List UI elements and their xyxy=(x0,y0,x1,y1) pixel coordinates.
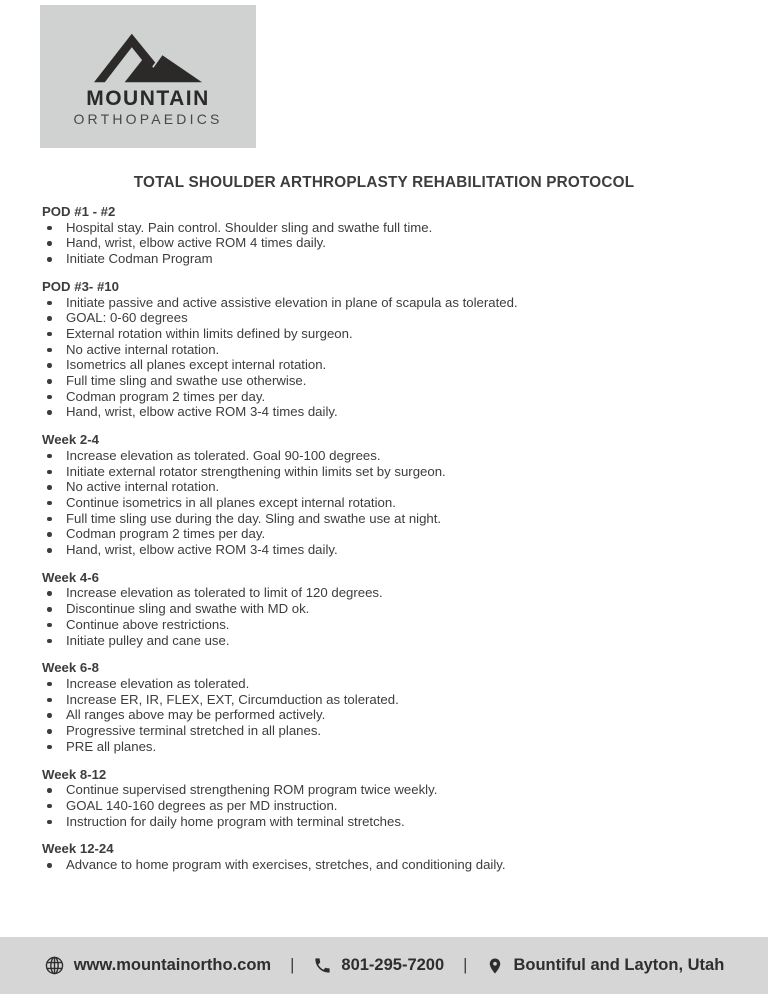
bullet-item: Increase elevation as tolerated. Goal 90-100 degrees. xyxy=(42,448,728,464)
footer-separator: | xyxy=(463,956,468,974)
footer-phone-text: 801-295-7200 xyxy=(341,956,445,974)
bullet-item: Full time sling and swathe use otherwise. xyxy=(42,373,728,389)
bullet-item: Initiate external rotator strengthening within limits set by surgeon. xyxy=(42,464,728,480)
bullet-item: All ranges above may be performed actively. xyxy=(42,707,728,723)
section-heading: Week 12-24 xyxy=(42,841,114,857)
footer-location xyxy=(486,956,724,975)
bullet-item: Increase elevation as tolerated. xyxy=(42,676,728,692)
bullet-item: PRE all planes. xyxy=(42,739,728,755)
bullet-item: Continue above restrictions. xyxy=(42,617,728,633)
bullet-item: Isometrics all planes except internal rotation. xyxy=(42,357,728,373)
phone-icon xyxy=(313,956,332,975)
bullet-list xyxy=(42,857,728,873)
bullet-list xyxy=(42,585,728,648)
section-heading: POD #3- #10 xyxy=(42,278,119,294)
bullet-item: GOAL 140-160 degrees as per MD instruction. xyxy=(42,798,728,814)
bullet-item: Initiate pulley and cane use. xyxy=(42,633,728,649)
bullet-list xyxy=(42,295,728,421)
footer-separator: | xyxy=(290,956,295,974)
bullet-item: Hand, wrist, elbow active ROM 3-4 times daily. xyxy=(42,404,728,420)
bullet-item: GOAL: 0-60 degrees xyxy=(42,310,728,326)
bullet-list xyxy=(42,782,728,829)
protocol-section xyxy=(42,767,728,830)
bullet-item: Increase elevation as tolerated to limit of 120 degrees. xyxy=(42,585,728,601)
bullet-item: No active internal rotation. xyxy=(42,479,728,495)
bullet-item: Codman program 2 times per day. xyxy=(42,526,728,542)
logo-subtitle: ORTHOPAEDICS xyxy=(73,111,223,128)
protocol-section xyxy=(42,570,728,649)
bullet-item: Instruction for daily home program with terminal stretches. xyxy=(42,814,728,830)
logo-name: MOUNTAIN xyxy=(86,87,210,110)
bullet-list xyxy=(42,220,728,267)
footer-website xyxy=(44,955,271,976)
globe-icon xyxy=(44,955,65,976)
protocol-section xyxy=(42,660,728,754)
bullet-item: Continue isometrics in all planes except internal rotation. xyxy=(42,495,728,511)
bullet-list xyxy=(42,448,728,558)
bullet-item: Hand, wrist, elbow active ROM 4 times daily. xyxy=(42,235,728,251)
bullet-item: Progressive terminal stretched in all planes. xyxy=(42,723,728,739)
bullet-item: Full time sling use during the day. Sling and swathe use at night. xyxy=(42,511,728,527)
section-heading: Week 8-12 xyxy=(42,766,107,782)
bullet-item: Hand, wrist, elbow active ROM 3-4 times daily. xyxy=(42,542,728,558)
footer-website-text: www.mountainortho.com xyxy=(73,956,272,974)
bullet-item: External rotation within limits defined by surgeon. xyxy=(42,326,728,342)
protocol-section xyxy=(42,841,728,872)
page-title: TOTAL SHOULDER ARTHROPLASTY REHABILITATION PROTOCOL xyxy=(133,174,635,191)
footer-phone xyxy=(313,956,444,975)
section-heading: POD #1 - #2 xyxy=(42,204,116,219)
protocol-section xyxy=(42,204,728,267)
protocol-section xyxy=(42,279,728,420)
section-heading: Week 4-6 xyxy=(42,569,99,585)
footer xyxy=(0,937,768,994)
protocol-section xyxy=(42,432,728,558)
location-pin-icon xyxy=(486,957,504,975)
bullet-item: Discontinue sling and swathe with MD ok. xyxy=(42,601,728,617)
mountain-icon xyxy=(94,31,202,85)
bullet-item: Initiate Codman Program xyxy=(42,251,728,267)
bullet-item: Advance to home program with exercises, stretches, and conditioning daily. xyxy=(42,857,728,873)
protocol-content xyxy=(42,204,728,885)
bullet-item: No active internal rotation. xyxy=(42,342,728,358)
bullet-item: Continue supervised strengthening ROM program twice weekly. xyxy=(42,782,728,798)
bullet-item: Hospital stay. Pain control. Shoulder sling and swathe full time. xyxy=(42,220,728,236)
bullet-item: Initiate passive and active assistive elevation in plane of scapula as tolerated. xyxy=(42,295,728,311)
logo xyxy=(40,5,256,148)
section-heading: Week 2-4 xyxy=(42,432,99,448)
bullet-list xyxy=(42,676,728,755)
footer-location-text: Bountiful and Layton, Utah xyxy=(513,956,725,974)
section-heading: Week 6-8 xyxy=(42,660,99,676)
bullet-item: Increase ER, IR, FLEX, EXT, Circumduction as tolerated. xyxy=(42,692,728,708)
bullet-item: Codman program 2 times per day. xyxy=(42,389,728,405)
